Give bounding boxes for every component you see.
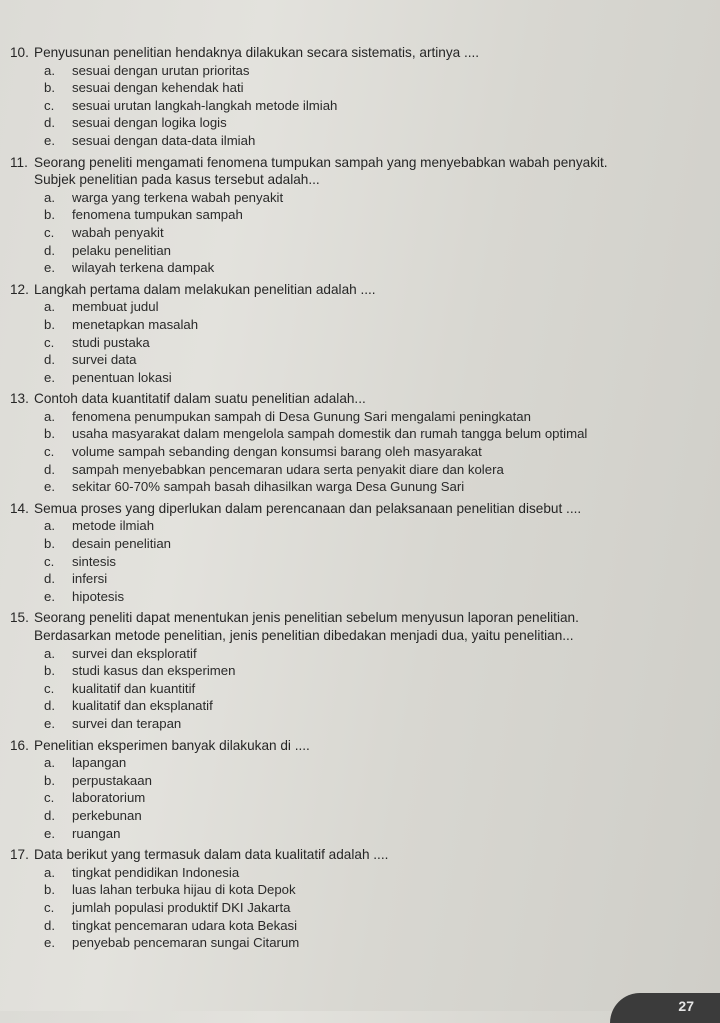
question-number: 12. <box>10 281 29 297</box>
option-letter: a. <box>44 755 55 771</box>
option-text: perkebunan <box>72 807 142 823</box>
option-letter: c. <box>44 224 55 240</box>
option-letter: a. <box>44 408 55 424</box>
option-letter: b. <box>44 772 55 788</box>
option-letter: d. <box>44 242 55 258</box>
question-stem <box>0 500 700 518</box>
question-stem <box>0 609 700 644</box>
option-text: survei dan terapan <box>72 715 182 731</box>
answer-option <box>0 351 700 369</box>
option-text: fenomena tumpukan sampah <box>72 207 243 223</box>
answer-options <box>0 62 700 150</box>
answer-option <box>0 697 700 715</box>
answer-option <box>0 754 700 772</box>
option-text: sesuai dengan logika logis <box>72 115 227 131</box>
option-text: survei data <box>72 352 137 368</box>
option-text: sintesis <box>72 553 116 569</box>
answer-option <box>0 535 700 553</box>
option-letter: d. <box>44 698 55 714</box>
question-stem <box>0 154 700 189</box>
answer-option <box>0 114 700 132</box>
question-16 <box>0 737 700 847</box>
option-text: sekitar 60-70% sampah basah dihasilkan warga Desa Gunung Sari <box>72 479 465 495</box>
question-number: 13. <box>10 391 29 407</box>
option-letter: c. <box>44 97 55 113</box>
answer-option <box>0 680 700 698</box>
option-text: sampah menyebabkan pencemaran udara serta penyakit diare dan kolera <box>72 461 504 477</box>
question-number: 15. <box>10 610 29 626</box>
answer-option <box>0 189 700 207</box>
answer-option <box>0 807 700 825</box>
question-15 <box>0 609 700 736</box>
answer-option <box>0 864 700 882</box>
answer-option <box>0 206 700 224</box>
answer-option <box>0 79 700 97</box>
question-stem <box>0 846 700 864</box>
option-letter: d. <box>44 115 55 131</box>
option-letter: c. <box>44 899 55 915</box>
option-letter: a. <box>44 189 55 205</box>
option-text: survei dan eksploratif <box>72 645 197 661</box>
option-letter: e. <box>44 369 55 385</box>
option-text: menetapkan masalah <box>72 316 199 332</box>
question-10 <box>0 44 700 154</box>
question-text-line: Data berikut yang termasuk dalam data kualitatif adalah .... <box>34 847 389 863</box>
answer-option <box>0 425 700 443</box>
option-letter: e. <box>44 588 55 604</box>
option-letter: b. <box>44 80 55 96</box>
option-text: sesuai dengan kehendak hati <box>72 80 244 96</box>
option-letter: a. <box>44 62 55 78</box>
question-number: 16. <box>10 737 29 753</box>
question-text-line: Seorang peneliti dapat menentukan jenis penelitian sebelum menyusun laporan penelitian. <box>34 610 579 626</box>
answer-option <box>0 443 700 461</box>
option-text: usaha masyarakat dalam mengelola sampah domestik dan rumah tangga belum optimal <box>72 426 588 442</box>
answer-option <box>0 825 700 843</box>
question-number: 17. <box>10 847 29 863</box>
answer-option <box>0 408 700 426</box>
option-text: warga yang terkena wabah penyakit <box>72 189 284 205</box>
answer-option <box>0 570 700 588</box>
answer-option <box>0 881 700 899</box>
option-letter: b. <box>44 663 55 679</box>
option-text: metode ilmiah <box>72 518 155 534</box>
question-stem <box>0 390 700 408</box>
option-text: volume sampah sebanding dengan konsumsi barang oleh masyarakat <box>72 444 482 460</box>
question-text-line: Langkah pertama dalam melakukan penelitian adalah .... <box>34 281 376 297</box>
option-text: wabah penyakit <box>72 224 164 240</box>
option-text: fenomena penumpukan sampah di Desa Gunung Sari mengalami peningkatan <box>72 408 531 424</box>
answer-option <box>0 461 700 479</box>
question-11 <box>0 154 700 281</box>
answer-option <box>0 899 700 917</box>
answer-options <box>0 645 700 733</box>
question-text-line: Berdasarkan metode penelitian, jenis penelitian dibedakan menjadi dua, yaitu penelitian... <box>34 628 574 643</box>
answer-option <box>0 517 700 535</box>
option-text: wilayah terkena dampak <box>72 260 215 276</box>
answer-options <box>0 517 700 605</box>
option-letter: c. <box>44 553 55 569</box>
answer-options <box>0 864 700 952</box>
option-letter: b. <box>44 882 55 898</box>
option-text: pelaku penelitian <box>72 242 171 258</box>
option-letter: c. <box>44 790 55 806</box>
option-letter: b. <box>44 316 55 332</box>
option-letter: d. <box>44 352 55 368</box>
option-text: perpustakaan <box>72 772 152 788</box>
answer-option <box>0 62 700 80</box>
option-text: tingkat pencemaran udara kota Bekasi <box>72 917 298 933</box>
option-letter: e. <box>44 715 55 731</box>
answer-option <box>0 789 700 807</box>
answer-options <box>0 754 700 842</box>
question-stem <box>0 281 700 299</box>
option-text: desain penelitian <box>72 536 171 552</box>
answer-option <box>0 645 700 663</box>
answer-option <box>0 772 700 790</box>
option-letter: d. <box>44 461 55 477</box>
option-letter: a. <box>44 864 55 880</box>
option-text: studi pustaka <box>72 334 150 350</box>
question-14 <box>0 500 700 610</box>
option-text: ruangan <box>72 825 121 841</box>
page-number: 27 <box>610 993 720 1023</box>
option-text: penentuan lokasi <box>72 369 172 385</box>
answer-options <box>0 408 700 496</box>
option-text: infersi <box>72 571 108 587</box>
answer-option <box>0 334 700 352</box>
question-number: 11. <box>10 154 28 170</box>
option-text: kualitatif dan kuantitif <box>72 680 196 696</box>
answer-options <box>0 189 700 277</box>
answer-option <box>0 662 700 680</box>
option-text: luas lahan terbuka hijau di kota Depok <box>72 882 296 898</box>
question-stem <box>0 737 700 755</box>
question-number: 14. <box>10 500 29 516</box>
answer-option <box>0 259 700 277</box>
option-letter: d. <box>44 917 55 933</box>
option-letter: a. <box>44 299 55 315</box>
option-letter: e. <box>44 935 55 951</box>
option-text: lapangan <box>72 755 127 771</box>
question-13 <box>0 390 700 500</box>
question-stem <box>0 44 700 62</box>
option-letter: e. <box>44 132 55 148</box>
answer-option <box>0 242 700 260</box>
question-text-line: Contoh data kuantitatif dalam suatu penelitian adalah... <box>34 391 366 407</box>
answer-option <box>0 298 700 316</box>
answer-option <box>0 934 700 952</box>
option-text: kualitatif dan eksplanatif <box>72 698 213 714</box>
answer-option <box>0 132 700 150</box>
question-text-line: Subjek penelitian pada kasus tersebut adalah... <box>34 172 320 188</box>
answer-option <box>0 316 700 334</box>
answer-option <box>0 224 700 242</box>
option-text: sesuai dengan urutan prioritas <box>72 62 250 78</box>
option-text: sesuai dengan data-data ilmiah <box>72 132 256 148</box>
answer-option <box>0 715 700 733</box>
option-text: sesuai urutan langkah-langkah metode ilmiah <box>72 97 338 113</box>
question-17 <box>0 846 700 956</box>
answer-options <box>0 298 700 386</box>
option-text: laboratorium <box>72 790 146 806</box>
option-text: studi kasus dan eksperimen <box>72 663 236 679</box>
question-text-line: Penelitian eksperimen banyak dilakukan di .... <box>34 737 310 753</box>
option-text: membuat judul <box>72 299 159 315</box>
option-text: jumlah populasi produktif DKI Jakarta <box>72 899 291 915</box>
answer-option <box>0 917 700 935</box>
option-text: hipotesis <box>72 588 125 604</box>
answer-option <box>0 97 700 115</box>
option-letter: d. <box>44 807 55 823</box>
question-number: 10. <box>10 45 29 60</box>
option-letter: d. <box>44 571 55 587</box>
option-letter: e. <box>44 825 55 841</box>
question-text-line: Penyusunan penelitian hendaknya dilakukan secara sistematis, artinya .... <box>34 45 480 60</box>
question-12 <box>0 281 700 391</box>
option-letter: c. <box>44 680 55 696</box>
option-text: penyebab pencemaran sungai Citarum <box>72 935 300 951</box>
question-text-line: Seorang peneliti mengamati fenomena tumpukan sampah yang menyebabkan wabah penyakit. <box>34 154 608 170</box>
answer-option <box>0 478 700 496</box>
option-letter: a. <box>44 645 55 661</box>
option-letter: c. <box>44 334 55 350</box>
worksheet-page <box>0 44 700 956</box>
option-letter: b. <box>44 536 55 552</box>
answer-option <box>0 588 700 606</box>
option-letter: a. <box>44 518 55 534</box>
answer-option <box>0 553 700 571</box>
option-letter: b. <box>44 426 55 442</box>
option-letter: c. <box>44 444 55 460</box>
option-text: tingkat pendidikan Indonesia <box>72 864 240 880</box>
option-letter: e. <box>44 260 55 276</box>
question-text-line: Semua proses yang diperlukan dalam perencanaan dan pelaksanaan penelitian disebut .... <box>34 500 582 516</box>
option-letter: b. <box>44 207 55 223</box>
answer-option <box>0 369 700 387</box>
option-letter: e. <box>44 479 55 495</box>
